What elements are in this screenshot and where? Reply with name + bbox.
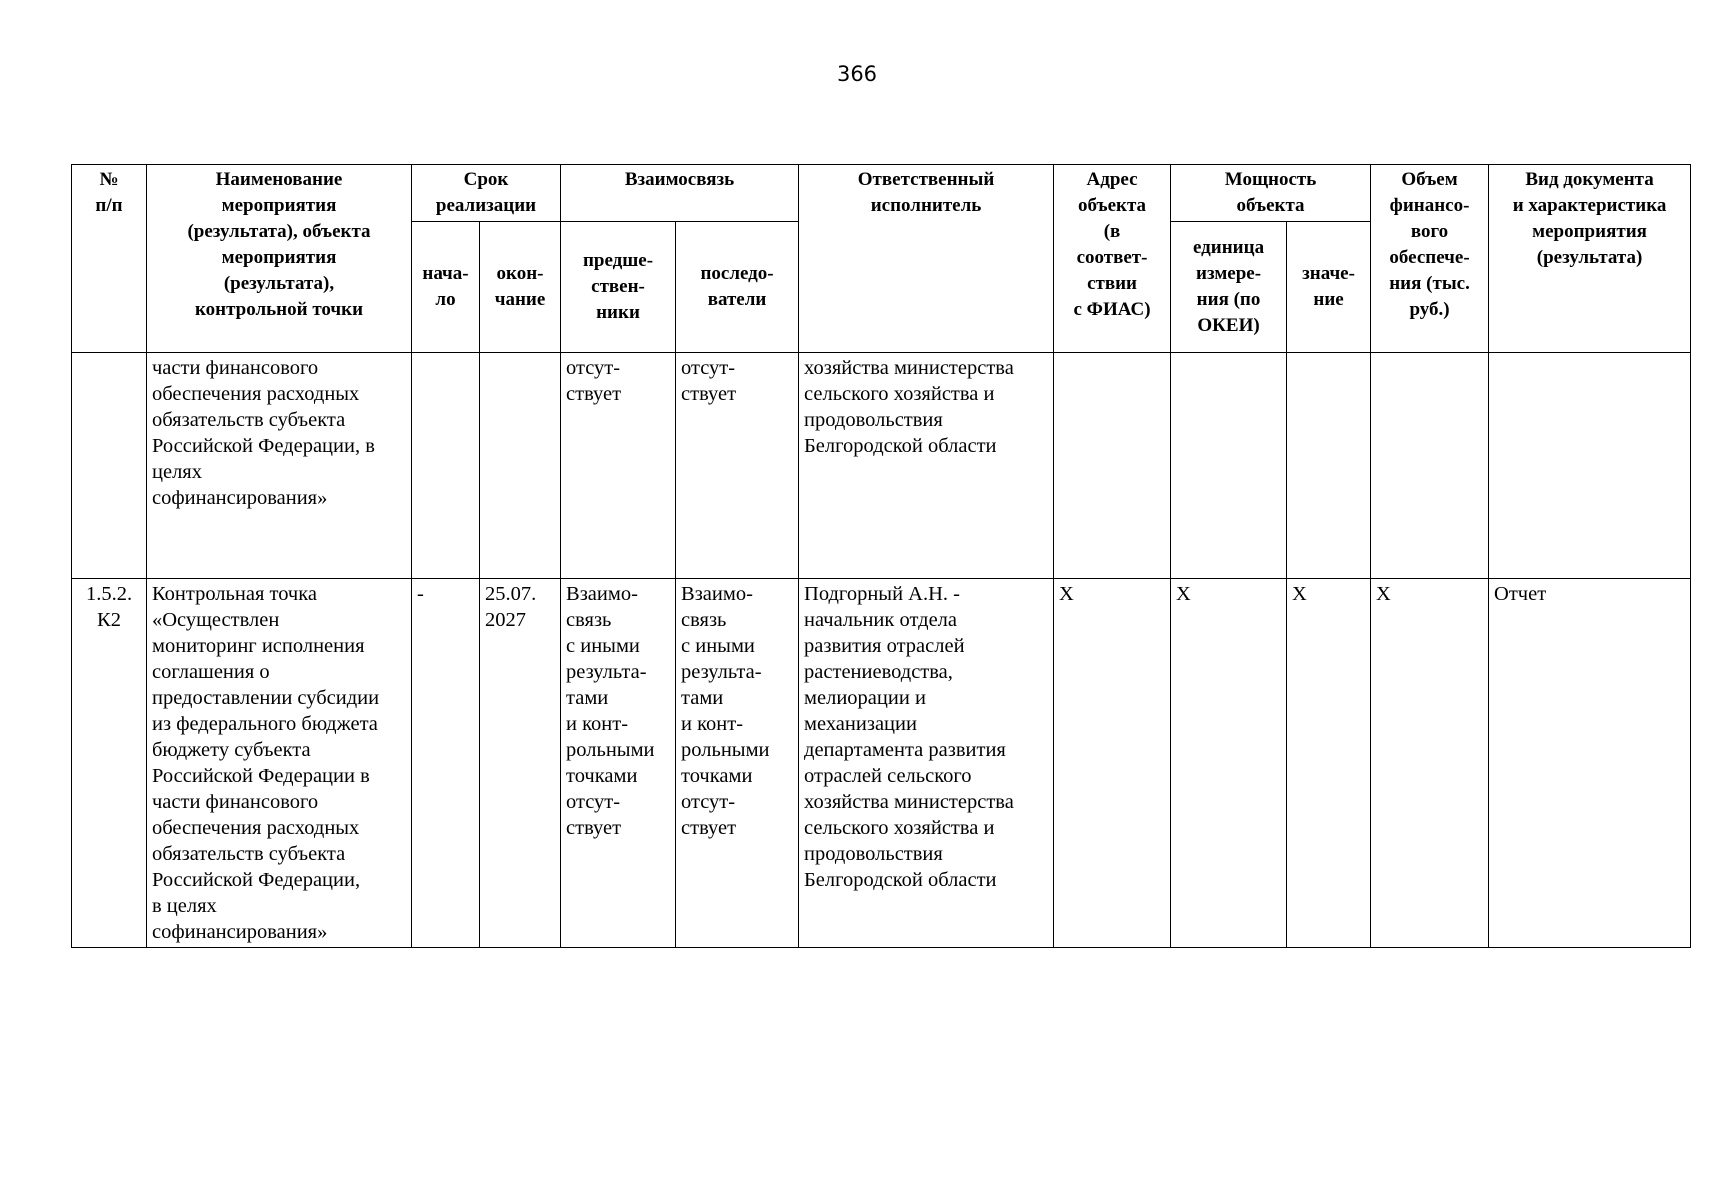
cell-responsible: хозяйства министерства сельского хозяйства и продовольствия Белгородской области [799,353,1054,579]
cell-end [480,353,561,579]
header-capacity-unit: единица измере- ния (по ОКЕИ) [1171,222,1287,353]
cell-start: - [412,579,480,948]
cell-doc: Отчет [1489,579,1691,948]
table-row [72,353,1691,579]
header-link-prev: предше- ствен- ники [561,222,676,353]
cell-name: части финансового обеспечения расходных обязательств субъекта Российской Федерации, в целях софинансирования» [147,353,412,579]
plan-table [71,164,1691,948]
page-number: 366 [836,62,878,86]
cell-prev: отсут- ствует [561,353,676,579]
header-term-end: окон- чание [480,222,561,353]
cell-start [412,353,480,579]
cell-num: 1.5.2. К2 [72,579,147,948]
header-term-start: нача- ло [412,222,480,353]
header-address: Адрес объекта (в соответ- ствии с ФИАС) [1054,165,1171,353]
header-responsible: Ответственный исполнитель [799,165,1054,353]
header-doc-type: Вид документа и характеристика мероприятия (результата) [1489,165,1691,353]
cell-address [1054,353,1171,579]
cell-next: Взаимо- связь с иными результа- тами и конт- рольными точками отсут- ствует [676,579,799,948]
header-volume: Объем финансо- вого обеспече- ния (тыс. руб.) [1371,165,1489,353]
cell-unit [1171,353,1287,579]
cell-prev: Взаимо- связь с иными результа- тами и конт- рольными точками отсут- ствует [561,579,676,948]
cell-next: отсут- ствует [676,353,799,579]
cell-num [72,353,147,579]
header-capacity-value: значе- ние [1287,222,1371,353]
cell-address: Х [1054,579,1171,948]
header-link: Взаимосвязь [561,165,799,222]
cell-end: 25.07. 2027 [480,579,561,948]
cell-value [1287,353,1371,579]
header-capacity: Мощность объекта [1171,165,1371,222]
table-body [72,353,1691,948]
header-term: Срок реализации [412,165,561,222]
cell-unit: Х [1171,579,1287,948]
cell-name: Контрольная точка «Осуществлен мониторинг исполнения соглашения о предоставлении субсидии из федерального бюджета бюджету субъекта Российской Федерации в части финансового обеспечения расходных обязательств субъекта Российской Федерации, в целях софинансирования» [147,579,412,948]
table-header [72,165,1691,353]
table-row [72,579,1691,948]
cell-value: Х [1287,579,1371,948]
cell-doc [1489,353,1691,579]
header-link-next: последо- ватели [676,222,799,353]
cell-responsible: Подгорный А.Н. - начальник отдела развития отраслей растениеводства, мелиорации и механизации департамента развития отраслей сельского хозяйства министерства сельского хозяйства и продовольствия Белгородской области [799,579,1054,948]
header-name: Наименование мероприятия (результата), объекта мероприятия (результата), контрольной точки [147,165,412,353]
cell-volume: Х [1371,579,1489,948]
header-num: № п/п [72,165,147,353]
cell-volume [1371,353,1489,579]
